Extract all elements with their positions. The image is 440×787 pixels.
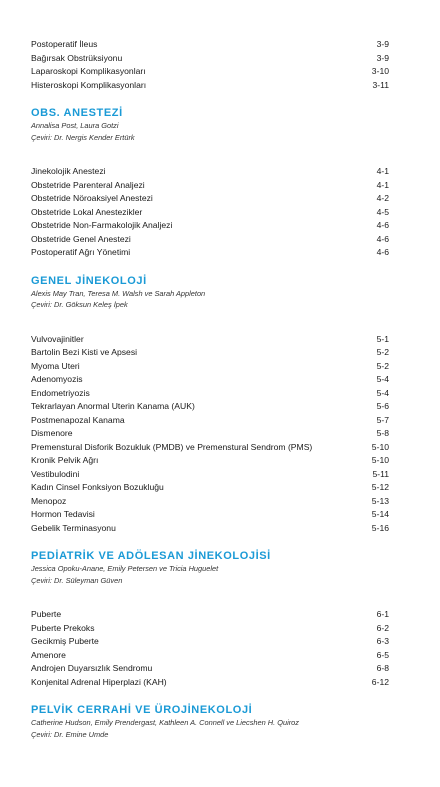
toc-entry-page: 4-6 bbox=[376, 233, 389, 244]
toc-entry-title: Menopoz bbox=[31, 495, 67, 506]
toc-entry[interactable] bbox=[31, 508, 389, 522]
toc-entry-page: 6-3 bbox=[376, 636, 389, 646]
toc-entry[interactable] bbox=[31, 333, 389, 347]
toc-entry-page: 5-2 bbox=[376, 360, 389, 371]
toc-entry[interactable] bbox=[31, 219, 389, 233]
toc-entry[interactable] bbox=[31, 608, 389, 622]
toc-entry[interactable] bbox=[31, 522, 389, 536]
toc-entry-page: 3-9 bbox=[376, 39, 389, 49]
section-authors: Alexis May Tran, Teresa M. Walsh ve Sarah Appleton bbox=[31, 288, 206, 298]
section-authors: Annalisa Post, Laura Gotzi bbox=[31, 121, 119, 130]
toc-entry-title: Gebelik Terminasyonu bbox=[31, 522, 116, 533]
toc-entry-page: 5-12 bbox=[371, 482, 389, 492]
toc-entry-title: Histeroskopi Komplikasyonları bbox=[31, 79, 147, 90]
toc-entry-title: Jinekolojik Anestezi bbox=[31, 166, 106, 176]
toc-entry-title: Bağırsak Obstrüksiyonu bbox=[31, 52, 123, 63]
toc-entry-page: 5-11 bbox=[372, 468, 389, 479]
toc-entry-page: 5-6 bbox=[376, 401, 389, 411]
section-translator: Çeviri: Dr. Emine Umde bbox=[31, 729, 109, 739]
toc-entry[interactable] bbox=[31, 495, 389, 509]
toc-entry-title: Postmenapozal Kanama bbox=[31, 414, 125, 425]
toc-entry-title: Amenore bbox=[31, 649, 66, 660]
toc-entry-title: Gecikmiş Puberte bbox=[31, 636, 99, 646]
section-translator: Çeviri: Dr. Nergis Kender Ertürk bbox=[31, 132, 135, 142]
toc-section-pediatric-gynecology bbox=[31, 549, 389, 689]
section-title[interactable]: OBS. ANESTEZİ bbox=[31, 107, 123, 119]
toc-entry[interactable] bbox=[31, 662, 389, 676]
toc-entry-page: 5-10 bbox=[371, 455, 389, 465]
toc-list-continued bbox=[31, 38, 389, 92]
toc-entry[interactable] bbox=[31, 454, 389, 468]
section-title[interactable]: PEDİATRİK VE ADÖLESAN JİNEKOLOJİSİ bbox=[31, 550, 271, 562]
toc-entry-page: 4-6 bbox=[376, 247, 389, 257]
toc-entry[interactable] bbox=[31, 52, 389, 66]
section-authors: Jessica Opoku-Anane, Emily Petersen ve Tricia Huguelet bbox=[31, 564, 219, 573]
toc-entry[interactable] bbox=[31, 38, 389, 52]
toc-entry-title: Obstetride Non-Farmakolojik Analjezi bbox=[31, 220, 173, 230]
toc-entry-title: Obstetride Lokal Anestezikler bbox=[31, 206, 143, 217]
toc-entry-title: Puberte bbox=[31, 609, 62, 619]
toc-entry-title: Premenstural Disforik Bozukluk (PMDB) ve Premenstural Sendrom (PMS) bbox=[31, 441, 313, 452]
section-title[interactable]: PELVİK CERRAHİ VE ÜROJİNEKOLOJİ bbox=[31, 704, 253, 716]
toc-entry-title: Vulvovajinitler bbox=[31, 333, 84, 344]
toc-entry-page: 5-1 bbox=[376, 333, 389, 344]
toc-entry-page: 5-8 bbox=[376, 428, 389, 438]
toc-entry[interactable] bbox=[31, 179, 389, 193]
toc-entry-page: 6-2 bbox=[376, 622, 389, 633]
section-translator: Çeviri: Dr. Göksun Keleş İpek bbox=[31, 300, 128, 309]
toc-entry[interactable] bbox=[31, 346, 389, 360]
toc-entry-page: 6-12 bbox=[371, 676, 389, 687]
toc-entry[interactable] bbox=[31, 622, 389, 636]
section-translator: Çeviri: Dr. Süleyman Güven bbox=[31, 575, 123, 585]
toc-entry-page: 4-1 bbox=[376, 166, 389, 176]
toc-entry[interactable] bbox=[31, 165, 389, 179]
toc-entry-page: 6-5 bbox=[376, 649, 389, 660]
table-of-contents bbox=[31, 38, 389, 740]
toc-entry-page: 5-4 bbox=[376, 374, 389, 384]
toc-section-anesthesia bbox=[31, 106, 389, 260]
toc-entry-title: Puberte Prekoks bbox=[31, 622, 95, 633]
toc-entry-page: 6-1 bbox=[376, 609, 389, 619]
toc-entry-page: 4-2 bbox=[376, 193, 389, 203]
toc-section-pelvic-surgery bbox=[31, 703, 389, 740]
toc-entry-page: 4-6 bbox=[376, 220, 389, 230]
toc-entry-title: Endometriyozis bbox=[31, 387, 90, 398]
toc-entry-title: Obstetride Parenteral Analjezi bbox=[31, 179, 145, 190]
toc-entry[interactable] bbox=[31, 65, 389, 79]
toc-entry[interactable] bbox=[31, 649, 389, 663]
toc-entry-title: Hormon Tedavisi bbox=[31, 509, 95, 519]
toc-entry[interactable] bbox=[31, 481, 389, 495]
toc-entry-title: Postoperatif İleus bbox=[31, 39, 98, 49]
section-authors: Catherine Hudson, Emily Prendergast, Kathleen A. Connell ve Liecshen H. Quiroz bbox=[31, 718, 299, 727]
toc-entry-title: Dismenore bbox=[31, 428, 73, 438]
toc-entry-title: Myoma Uteri bbox=[31, 360, 80, 371]
toc-entry[interactable] bbox=[31, 441, 389, 455]
toc-entry-title: Kronik Pelvik Ağrı bbox=[31, 455, 99, 465]
toc-entry-page: 5-2 bbox=[376, 347, 389, 357]
toc-entry[interactable] bbox=[31, 246, 389, 260]
toc-entry-title: Vestibulodini bbox=[31, 468, 80, 479]
toc-entry-title: Kadın Cinsel Fonksiyon Bozukluğu bbox=[31, 482, 164, 492]
toc-entry-title: Obstetride Nöroaksiyel Anestezi bbox=[31, 193, 153, 203]
toc-entry[interactable] bbox=[31, 387, 389, 401]
toc-entry-page: 5-13 bbox=[371, 495, 389, 506]
toc-entry-page: 3-10 bbox=[371, 66, 389, 76]
toc-entry[interactable] bbox=[31, 360, 389, 374]
toc-entry-title: Tekrarlayan Anormal Uterin Kanama (AUK) bbox=[31, 401, 195, 411]
toc-entry[interactable] bbox=[31, 635, 389, 649]
toc-entry-title: Konjenital Adrenal Hiperplazi (KAH) bbox=[31, 676, 167, 687]
toc-entry-title: Obstetride Genel Anestezi bbox=[31, 233, 131, 244]
toc-section-general-gynecology bbox=[31, 274, 389, 536]
toc-entry-page: 4-1 bbox=[376, 179, 389, 190]
toc-entry-page: 5-14 bbox=[371, 509, 389, 519]
toc-entry[interactable] bbox=[31, 400, 389, 414]
toc-entry-page: 5-16 bbox=[371, 522, 389, 533]
toc-entry-page: 5-10 bbox=[371, 441, 389, 452]
toc-entry[interactable] bbox=[31, 468, 389, 482]
toc-entry[interactable] bbox=[31, 373, 389, 387]
section-title[interactable]: GENEL JİNEKOLOJİ bbox=[31, 274, 147, 287]
toc-entry-page: 3-11 bbox=[372, 79, 389, 90]
toc-entry-title: Bartolin Bezi Kisti ve Apsesi bbox=[31, 347, 138, 357]
toc-entry[interactable] bbox=[31, 427, 389, 441]
toc-entry[interactable] bbox=[31, 676, 389, 690]
toc-entry-page: 5-7 bbox=[376, 414, 389, 425]
toc-entry-page: 5-4 bbox=[376, 387, 389, 398]
toc-entry[interactable] bbox=[31, 414, 389, 428]
toc-entry-title: Postoperatif Ağrı Yönetimi bbox=[31, 247, 131, 257]
toc-entry[interactable] bbox=[31, 79, 389, 93]
toc-entry-page: 6-8 bbox=[376, 663, 389, 673]
toc-entry[interactable] bbox=[31, 233, 389, 247]
toc-entry-title: Adenomyozis bbox=[31, 374, 83, 384]
toc-entry-page: 4-5 bbox=[376, 206, 389, 217]
toc-entry-title: Laparoskopi Komplikasyonları bbox=[31, 66, 146, 76]
toc-entry[interactable] bbox=[31, 192, 389, 206]
toc-entry-page: 3-9 bbox=[376, 52, 389, 63]
toc-entry[interactable] bbox=[31, 206, 389, 220]
toc-entry-title: Androjen Duyarsızlık Sendromu bbox=[31, 663, 153, 673]
